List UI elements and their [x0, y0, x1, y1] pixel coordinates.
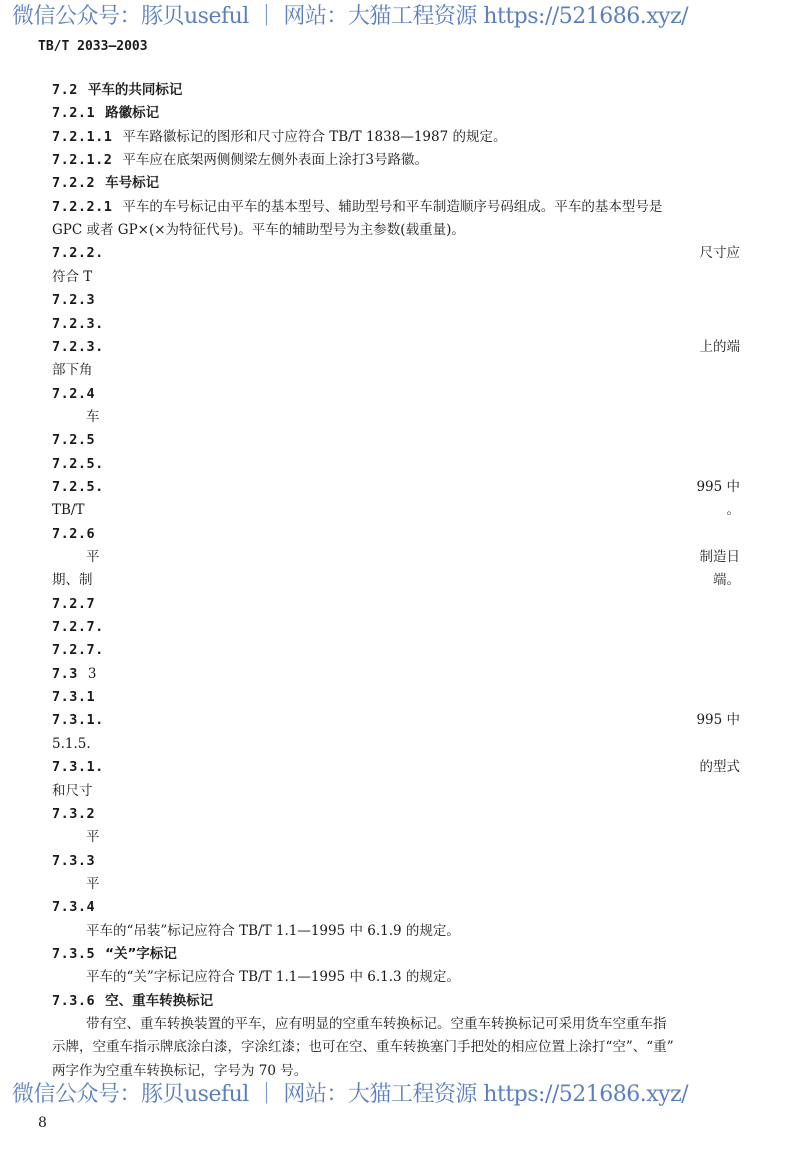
clause-text: GPC 或者 GP×(×为特征代号)。平车的辅助型号为主参数(载重量)。	[52, 222, 465, 239]
clause-number: 7.3.3	[52, 852, 96, 869]
clause-number: 7.3.1.	[52, 759, 104, 776]
text-line	[52, 455, 114, 473]
section-heading	[52, 104, 159, 122]
text-line	[86, 548, 100, 566]
line-end-fragment: 端。	[713, 572, 740, 589]
clause-text: 平车的“吊装”标记应符合 TB/T 1.1—1995 中 6.1.9 的规定。	[86, 922, 460, 939]
line-end-fragment: 尺寸应	[699, 245, 740, 262]
clause-text: 平	[86, 549, 100, 565]
clause-text: 平车应在底架两侧侧梁左侧外表面上涂打3号路徽。	[122, 152, 428, 169]
text-line	[86, 875, 100, 893]
text-line	[86, 968, 460, 986]
clause-number: 7.3.1.	[52, 712, 104, 729]
clause-text: 平车的车号标记由平车的基本型号、辅助型号和平车制造顺序号码组成。平车的基本型号是	[122, 198, 663, 215]
line-end-fragment: 制造日	[699, 549, 740, 565]
text-line	[52, 361, 93, 379]
clause-number: 7.2.4	[52, 385, 96, 402]
clause-text: 和尺寸	[52, 782, 93, 799]
text-line	[52, 128, 506, 146]
line-end-fragment: 。	[726, 502, 740, 519]
section-heading	[52, 174, 159, 192]
line-end-fragment: 995 中	[696, 712, 740, 729]
section-heading	[52, 945, 177, 963]
clause-text: 平	[86, 875, 100, 892]
clause-text: 路徽标记	[105, 105, 160, 122]
clause-number: 7.2.5.	[52, 455, 104, 472]
document-header: TB/T 2033—2003	[38, 39, 148, 54]
text-line	[52, 315, 114, 333]
clause-number: 7.3.2	[52, 805, 96, 822]
text-line	[52, 431, 105, 449]
clause-number: 7.2.2.1	[52, 198, 113, 215]
text-line	[52, 1062, 307, 1080]
clause-text: 车	[86, 408, 100, 425]
text-line	[52, 221, 465, 239]
clause-text: 两字作为空重车转换标记，字号为 70 号。	[52, 1062, 308, 1079]
clause-text: 符合 T	[52, 268, 93, 285]
clause-text: 车号标记	[105, 175, 160, 192]
text-line	[52, 711, 114, 729]
clause-text: 示牌，空重车指示牌底涂白漆，字涂红漆；也可在空、重车转换塞门手把处的相应位置上涂打“空”、“重”	[52, 1039, 674, 1056]
text-line	[52, 151, 428, 169]
clause-number: 7.2.1.2	[52, 152, 113, 169]
clause-number: 7.2	[52, 82, 78, 98]
text-line	[52, 852, 105, 870]
clause-number: 7.3.5	[52, 945, 96, 962]
text-line	[52, 898, 105, 916]
clause-number: 7.3.4	[52, 899, 96, 916]
clause-number: 7.3	[52, 665, 78, 682]
section-heading	[52, 81, 182, 99]
text-line	[86, 828, 100, 846]
text-line	[52, 571, 93, 589]
text-line	[52, 688, 105, 706]
text-line	[52, 501, 84, 519]
clause-number: 7.2.7.	[52, 642, 104, 659]
clause-text: 平	[86, 829, 100, 846]
clause-text: 期、制	[52, 572, 93, 589]
clause-number: 7.2.3.	[52, 315, 104, 332]
clause-number: 7.2.5	[52, 432, 96, 449]
clause-text: “关”字标记	[105, 945, 177, 962]
line-end-fragment: 上的端	[699, 338, 740, 355]
clause-number: 7.2.7.	[52, 619, 104, 636]
clause-text: 部下角	[52, 362, 93, 379]
text-line	[52, 595, 105, 613]
line-end-fragment: 的型式	[699, 759, 740, 776]
clause-number: 7.2.2	[52, 175, 96, 192]
text-line	[52, 805, 105, 823]
text-line	[52, 618, 114, 636]
section-heading	[52, 992, 213, 1010]
clause-number: 7.3.1	[52, 689, 96, 706]
clause-number: 7.2.6	[52, 525, 96, 542]
clause-text: 平车的“关”字标记应符合 TB/T 1.1—1995 中 6.1.3 的规定。	[86, 969, 460, 986]
clause-number: 7.3.6	[52, 992, 96, 1009]
clause-number: 7.2.1.1	[52, 128, 113, 145]
text-line	[52, 735, 91, 753]
text-line	[52, 198, 662, 216]
clause-text: 平车的共同标记	[87, 82, 183, 98]
text-line	[86, 922, 460, 940]
clause-number: 7.2.1	[52, 105, 96, 122]
text-line	[52, 758, 114, 776]
clause-text: 平车路徽标记的图形和尺寸应符合 TB/T 1838—1987 的规定。	[122, 128, 507, 145]
clause-number: 7.2.2.	[52, 245, 104, 262]
clause-text: 5.1.5.	[52, 735, 91, 752]
text-line	[52, 385, 105, 403]
text-line	[52, 641, 114, 659]
clause-text: 空、重车转换标记	[105, 992, 214, 1009]
clause-number: 7.2.7	[52, 595, 96, 612]
text-line	[86, 1015, 667, 1033]
text-line	[52, 665, 96, 683]
clause-number: 7.2.3	[52, 292, 96, 309]
text-line	[52, 525, 105, 543]
text-line	[52, 268, 92, 286]
line-end-fragment: 995 中	[696, 478, 740, 495]
watermark-top: 微信公众号：豚贝useful ｜ 网站：大猫工程资源 https://521686.xyz/	[12, 4, 689, 29]
text-line	[52, 338, 114, 356]
clause-text: 带有空、重车转换装置的平车，应有明显的空重车转换标记。空重车转换标记可采用货车空重车指	[86, 1016, 667, 1032]
watermark-bottom: 微信公众号：豚贝useful ｜ 网站：大猫工程资源 https://521686.xyz/	[12, 1082, 689, 1107]
text-line	[52, 478, 114, 496]
clause-number: 7.2.3.	[52, 338, 104, 355]
text-line	[52, 1038, 674, 1056]
page-number: 8	[38, 1115, 47, 1131]
clause-text: TB/T	[52, 502, 85, 519]
clause-number: 7.2.5.	[52, 478, 104, 495]
text-line	[52, 291, 105, 309]
clause-text: 3	[87, 665, 97, 682]
text-line	[86, 408, 100, 426]
text-line	[52, 782, 93, 800]
text-line	[52, 244, 114, 262]
